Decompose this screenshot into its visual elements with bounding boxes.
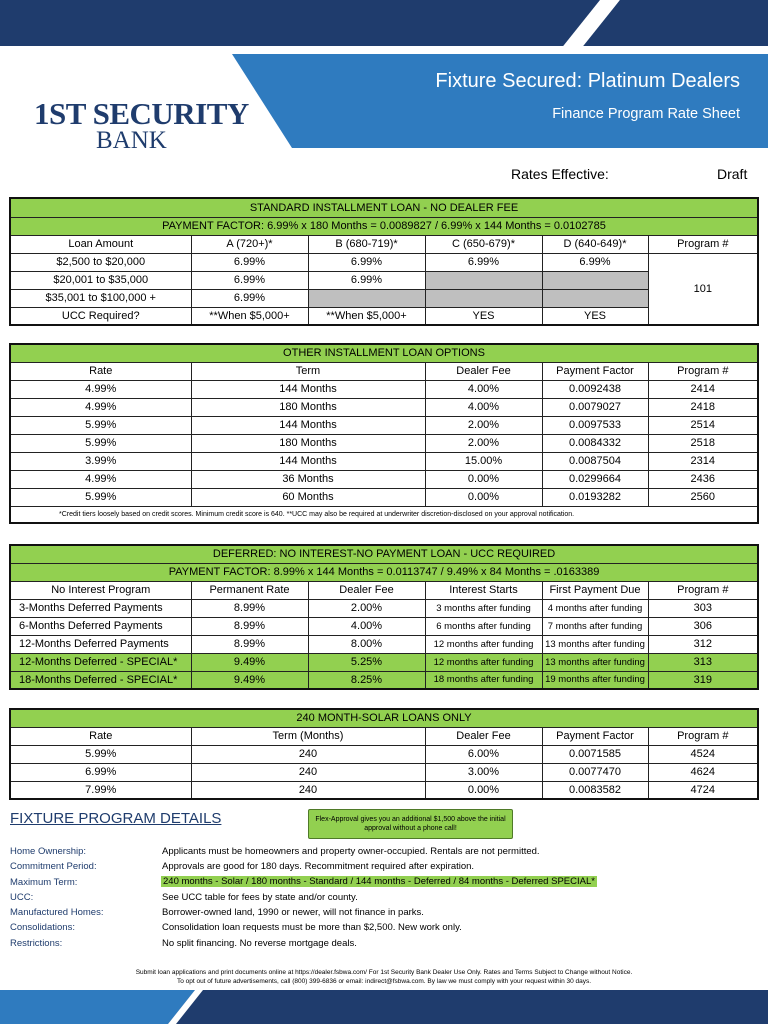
table-cell: 9.49% — [191, 653, 308, 671]
table-cell: 0.0193282 — [542, 488, 648, 506]
table-cell: 8.00% — [308, 635, 425, 653]
table-cell: 6.99% — [191, 271, 308, 289]
table-cell: 0.0299664 — [542, 470, 648, 488]
table-cell: 312 — [648, 635, 758, 653]
table-cell: 180 Months — [191, 434, 425, 452]
table-cell: 7.99% — [10, 781, 191, 799]
table-cell: 5.99% — [10, 416, 191, 434]
table-cell: 18 months after funding — [425, 671, 542, 689]
col-header: Rate — [10, 727, 191, 745]
table-cell: 15.00% — [425, 452, 542, 470]
table-cell: **When $5,000+ — [308, 307, 425, 325]
credit-note: *Credit tiers loosely based on credit scores. Minimum credit score is 640. **UCC may also be required at underwriter discretion-disclosed on your approval notification. — [10, 506, 758, 523]
table-cell: 306 — [648, 617, 758, 635]
page-title: Fixture Secured: Platinum Dealers — [435, 70, 740, 92]
table-cell: 144 Months — [191, 416, 425, 434]
col-header: D (640-649)* — [542, 235, 648, 253]
rates-effective-label: Rates Effective: — [511, 166, 609, 182]
col-header: Program # — [648, 581, 758, 599]
table-cell: 0.0079027 — [542, 398, 648, 416]
table-cell: 2.00% — [308, 599, 425, 617]
table-cell: 60 Months — [191, 488, 425, 506]
unavailable-cell — [425, 271, 542, 289]
col-header: Permanent Rate — [191, 581, 308, 599]
unavailable-cell — [542, 289, 648, 307]
flex-approval-banner: Flex-Approval gives you an additional $1,500 above the initial approval without a phone call! — [308, 809, 513, 839]
table-row — [10, 416, 758, 434]
col-header: Dealer Fee — [425, 362, 542, 380]
table-row — [10, 488, 758, 506]
table-cell: $35,001 to $100,000 + — [10, 289, 191, 307]
table-cell: 0.00% — [425, 488, 542, 506]
table-cell: 2.00% — [425, 416, 542, 434]
table-cell: 6.99% — [191, 289, 308, 307]
col-header: Program # — [648, 235, 758, 253]
table-cell: YES — [542, 307, 648, 325]
table-cell: 240 — [191, 781, 425, 799]
table-row — [10, 434, 758, 452]
col-header: Program # — [648, 362, 758, 380]
table-cell: 12 months after funding — [425, 635, 542, 653]
table-cell: 0.0092438 — [542, 380, 648, 398]
table-cell: 0.0077470 — [542, 763, 648, 781]
detail-value-highlight: 240 months - Solar / 180 months - Standard / 144 months - Deferred / 84 months - Deferred SPECIAL* — [163, 876, 595, 887]
table-row — [10, 781, 758, 799]
bank-logo-line2: BANK — [96, 127, 167, 154]
col-header: No Interest Program — [10, 581, 191, 599]
table-row — [10, 635, 758, 653]
table-row — [10, 763, 758, 781]
table-cell: 5.25% — [308, 653, 425, 671]
col-header: Payment Factor — [542, 362, 648, 380]
detail-label: UCC: — [10, 892, 34, 903]
table-cell: 2414 — [648, 380, 758, 398]
table-cell: 4624 — [648, 763, 758, 781]
unavailable-cell — [425, 289, 542, 307]
table-cell: 12 months after funding — [425, 653, 542, 671]
detail-label: Restrictions: — [10, 938, 63, 949]
table-cell: 8.25% — [308, 671, 425, 689]
detail-value: See UCC table for fees by state and/or county. — [162, 892, 358, 903]
special-row — [10, 671, 758, 689]
table-cell: 6.99% — [308, 253, 425, 271]
table-cell: 0.0071585 — [542, 745, 648, 763]
table-cell: 5.99% — [10, 434, 191, 452]
table-row — [10, 380, 758, 398]
table-cell: 6.99% — [10, 763, 191, 781]
col-header: Term — [191, 362, 425, 380]
table-cell: 3 months after funding — [425, 599, 542, 617]
detail-value: Approvals are good for 180 days. Recommitment required after expiration. — [162, 861, 475, 872]
table-cell: 5.99% — [10, 488, 191, 506]
table-cell: 2418 — [648, 398, 758, 416]
table-cell: 4.00% — [308, 617, 425, 635]
col-header: Loan Amount — [10, 235, 191, 253]
deferred-title: DEFERRED: NO INTEREST-NO PAYMENT LOAN - UCC REQUIRED — [10, 545, 758, 563]
table-cell: 36 Months — [191, 470, 425, 488]
table-cell: 3.99% — [10, 452, 191, 470]
table-cell: 2560 — [648, 488, 758, 506]
table-cell: 144 Months — [191, 452, 425, 470]
table-row — [10, 398, 758, 416]
footer-line: Submit loan applications and print documents online at https://dealer.fsbwa.com/ For 1st Security Bank Dealer Use Only. Rates and Terms Subject to Change without Notice. — [135, 969, 633, 976]
table-cell: 8.99% — [191, 635, 308, 653]
details-heading: FIXTURE PROGRAM DETAILS — [10, 810, 222, 827]
table-row — [10, 599, 758, 617]
table-cell: 319 — [648, 671, 758, 689]
table-cell: 0.0097533 — [542, 416, 648, 434]
table-cell: 240 — [191, 745, 425, 763]
other-title: OTHER INSTALLMENT LOAN OPTIONS — [10, 344, 758, 362]
table-cell: YES — [425, 307, 542, 325]
page-subtitle: Finance Program Rate Sheet — [552, 106, 740, 122]
table-cell: 13 months after funding — [542, 653, 648, 671]
table-cell: 0.0083582 — [542, 781, 648, 799]
standard-factor: PAYMENT FACTOR: 6.99% x 180 Months = 0.0089827 / 6.99% x 144 Months = 0.0102785 — [10, 217, 758, 235]
detail-value: Borrower-owned land, 1990 or newer, will not finance in parks. — [162, 907, 424, 918]
table-cell: 180 Months — [191, 398, 425, 416]
table-cell: 4.99% — [10, 398, 191, 416]
table-cell: $20,001 to $35,000 — [10, 271, 191, 289]
table-cell: 4 months after funding — [542, 599, 648, 617]
table-row — [10, 745, 758, 763]
table-cell: 6.99% — [425, 253, 542, 271]
col-header: Payment Factor — [542, 727, 648, 745]
table-cell: 6.99% — [191, 253, 308, 271]
table-cell: 303 — [648, 599, 758, 617]
rates-effective-value: Draft — [717, 166, 748, 182]
col-header: A (720+)* — [191, 235, 308, 253]
bank-logo-line1: 1ST SECURITY — [34, 96, 249, 131]
col-header: Term (Months) — [191, 727, 425, 745]
table-cell: 19 months after funding — [542, 671, 648, 689]
table-cell: 6.00% — [425, 745, 542, 763]
table-row — [10, 617, 758, 635]
table-cell: 8.99% — [191, 617, 308, 635]
table-cell: 4.00% — [425, 380, 542, 398]
other-loan-table — [9, 343, 759, 524]
table-cell: **When $5,000+ — [191, 307, 308, 325]
table-cell: 4.99% — [10, 380, 191, 398]
detail-label: Maximum Term: — [10, 877, 78, 888]
unavailable-cell — [542, 271, 648, 289]
table-cell: 0.0084332 — [542, 434, 648, 452]
col-header: B (680-719)* — [308, 235, 425, 253]
detail-value: Applicants must be homeowners and property owner-occupied. Rentals are not permitted. — [162, 846, 540, 857]
table-cell: 4724 — [648, 781, 758, 799]
detail-label: Consolidations: — [10, 922, 75, 933]
table-cell: 4524 — [648, 745, 758, 763]
table-cell: 13 months after funding — [542, 635, 648, 653]
table-cell: 9.49% — [191, 671, 308, 689]
table-cell: 313 — [648, 653, 758, 671]
table-cell: 6.99% — [308, 271, 425, 289]
table-cell: 3-Months Deferred Payments — [10, 599, 191, 617]
table-cell: 7 months after funding — [542, 617, 648, 635]
table-row — [10, 452, 758, 470]
detail-value: No split financing. No reverse mortgage deals. — [162, 938, 357, 949]
table-cell: 18-Months Deferred - SPECIAL* — [10, 671, 191, 689]
special-row — [10, 653, 758, 671]
standard-title: STANDARD INSTALLMENT LOAN - NO DEALER FEE — [10, 198, 758, 217]
solar-title: 240 MONTH-SOLAR LOANS ONLY — [10, 709, 758, 727]
table-cell: 6 months after funding — [425, 617, 542, 635]
deferred-loan-table — [9, 544, 759, 690]
detail-label: Home Ownership: — [10, 846, 87, 857]
footer-line: To opt out of future advertisements, call (800) 399-6836 or email: indirect@fsbwa.com. By law we must comply with your request within 30 days. — [176, 978, 592, 985]
table-cell: 2314 — [648, 452, 758, 470]
detail-label: Commitment Period: — [10, 861, 97, 872]
table-cell: 4.00% — [425, 398, 542, 416]
col-header: Program # — [648, 727, 758, 745]
table-cell: 3.00% — [425, 763, 542, 781]
table-cell: 240 — [191, 763, 425, 781]
table-cell: 0.00% — [425, 470, 542, 488]
footer-banner — [0, 990, 768, 1024]
table-cell: 12-Months Deferred - SPECIAL* — [10, 653, 191, 671]
table-cell: 6.99% — [542, 253, 648, 271]
col-header: Rate — [10, 362, 191, 380]
standard-program-number: 101 — [648, 253, 758, 325]
table-cell: 2518 — [648, 434, 758, 452]
detail-value: Consolidation loan requests must be more than $2,500. New work only. — [162, 922, 462, 933]
solar-loan-table — [9, 708, 759, 800]
table-row — [10, 470, 758, 488]
table-cell: 2436 — [648, 470, 758, 488]
standard-loan-table — [9, 197, 759, 326]
col-header: Dealer Fee — [308, 581, 425, 599]
table-cell: 2.00% — [425, 434, 542, 452]
col-header: Dealer Fee — [425, 727, 542, 745]
table-cell: 5.99% — [10, 745, 191, 763]
col-header: First Payment Due — [542, 581, 648, 599]
table-cell: 8.99% — [191, 599, 308, 617]
col-header: Interest Starts — [425, 581, 542, 599]
table-cell: 12-Months Deferred Payments — [10, 635, 191, 653]
col-header: C (650-679)* — [425, 235, 542, 253]
table-cell: $2,500 to $20,000 — [10, 253, 191, 271]
table-cell: 2514 — [648, 416, 758, 434]
table-cell: 144 Months — [191, 380, 425, 398]
unavailable-cell — [308, 289, 425, 307]
detail-label: Manufactured Homes: — [10, 907, 104, 918]
table-cell: 0.00% — [425, 781, 542, 799]
table-cell: 4.99% — [10, 470, 191, 488]
table-cell: 6-Months Deferred Payments — [10, 617, 191, 635]
table-cell: UCC Required? — [10, 307, 191, 325]
table-cell: 0.0087504 — [542, 452, 648, 470]
deferred-factor: PAYMENT FACTOR: 8.99% x 144 Months = 0.0113747 / 9.49% x 84 Months = .0163389 — [10, 563, 758, 581]
